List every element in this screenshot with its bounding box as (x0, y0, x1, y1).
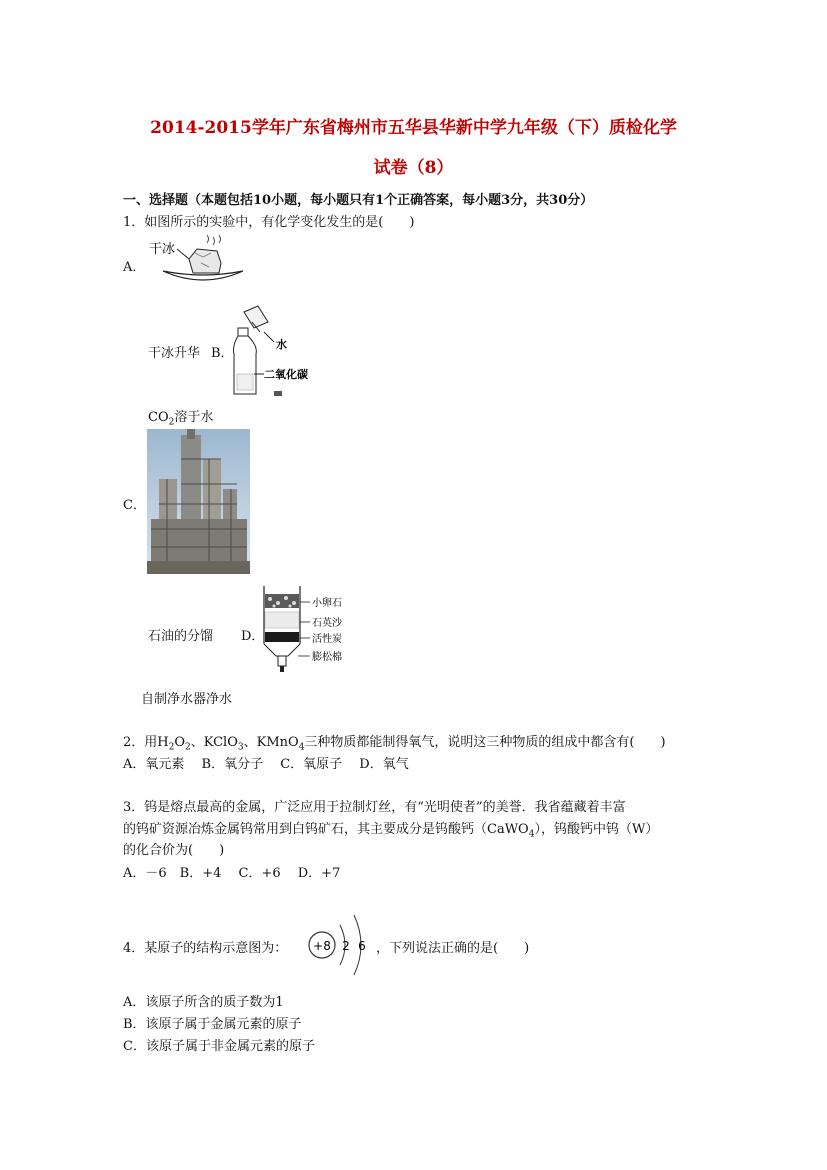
q3-line1: 3．钨是熔点最高的金属，广泛应用于拉制灯丝，有“光明使者”的美誉．我省蕴藏着丰富 (123, 800, 626, 815)
q1-option-b-caption: $CO_2$溶于水 (148, 410, 214, 428)
q2-options: A．氧元素 B．氧分子 C．氧原子 D．氧气 (123, 757, 409, 772)
layer-label-cotton: 膨松棉 (312, 652, 342, 663)
q1-option-a-letter: A． (123, 260, 146, 275)
co2-label: 二氧化碳 (264, 368, 308, 381)
page-title-line2: 试卷（8） (373, 158, 454, 178)
q1-stem: 1．如图所示的实验中，有化学变化发生的是( ) (123, 215, 415, 230)
section-heading: 一、选择题（本题包括10小题，每小题只有1个正确答案，每小题3分，共30分） (123, 193, 594, 208)
q4-stem-post: ，下列说法正确的是( ) (376, 941, 530, 956)
q3-options: A．－6 B．+4 C．+6 D．+7 (123, 866, 341, 881)
q4-option-c: C．该原子属于非金属元素的原子 (123, 1039, 315, 1054)
page-title-line1: 2014-2015学年广东省梅州市五华县华新中学九年级（下）质检化学 (150, 118, 677, 138)
refinery-photo (147, 429, 250, 574)
atom-structure-diagram (306, 907, 374, 979)
q4-stem-pre: 4．某原子的结构示意图为： (123, 941, 288, 956)
q1-option-c-caption: 石油的分馏 (148, 629, 214, 644)
nucleus-charge: +8 (313, 939, 331, 953)
q4-option-a: A．该原子所含的质子数为1 (123, 995, 284, 1010)
q1-option-a-caption: 干冰升华 (148, 346, 201, 361)
q1-option-c-letter: C． (123, 498, 146, 513)
q1-option-d-letter: D． (241, 629, 265, 644)
water-label: 水 (276, 338, 287, 351)
layer-label-quartz-sand: 石英沙 (312, 618, 342, 629)
layer-label-activated-carbon: 活性炭 (312, 634, 342, 645)
q4-option-b: B．该原子属于金属元素的原子 (123, 1017, 302, 1032)
q1-option-d-caption: 自制净水器净水 (141, 692, 233, 707)
shell-1-electrons: 2 (342, 939, 350, 953)
co2-bottle-illustration (230, 298, 350, 408)
dry-ice-label: 干冰 (149, 242, 176, 257)
dry-ice-illustration (145, 233, 250, 293)
q1-option-b-letter: B． (211, 346, 234, 361)
q3-line3: 的化合价为( ) (123, 843, 225, 858)
water-purifier-illustration (258, 584, 358, 682)
shell-2-electrons: 6 (358, 939, 366, 953)
q3-line2: 的钨矿资源冶炼金属钨常用到白钨矿石，其主要成分是钨酸钙（CaWO$_4$），钨酸钙中钨（W） (123, 822, 659, 840)
q2-stem: 2．用$H_2O_2$、KClO$_3$、KMnO$_4$三种物质都能制得氧气，说明这三种物质的组成中都含有( ) (123, 735, 666, 753)
layer-label-pebbles: 小卵石 (312, 598, 342, 609)
